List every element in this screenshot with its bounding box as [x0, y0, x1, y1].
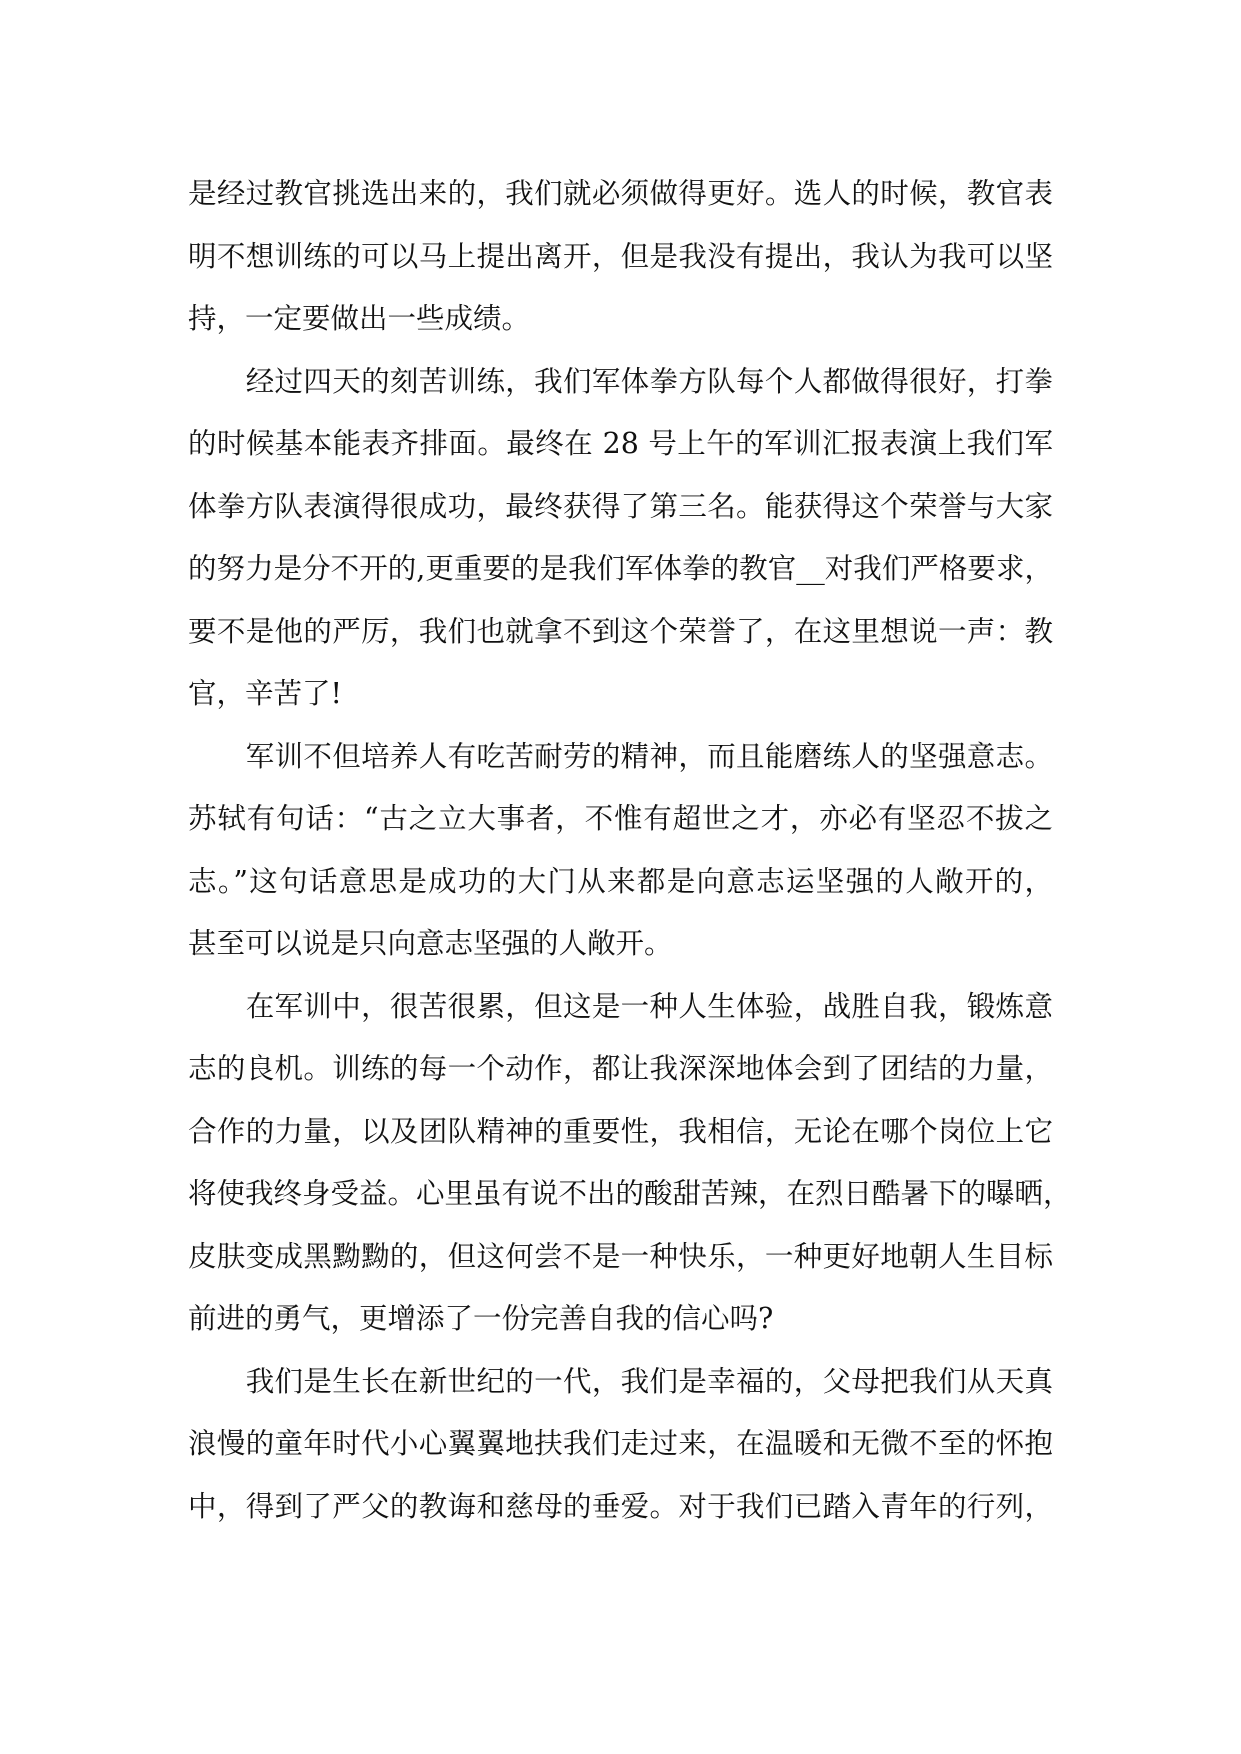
- text-line: 要不是他的严厉，我们也就拿不到这个荣誉了，在这里想说一声：教: [188, 614, 1053, 648]
- text-line: 持，一定要做出一些成绩。: [188, 302, 531, 335]
- text-line: 官，辛苦了!: [188, 677, 342, 710]
- text-line: 体拳方队表演得很成功，最终获得了第三名。能获得这个荣誉与大家: [188, 489, 1053, 523]
- text-line: 前进的勇气，更增添了一份完善自我的信心吗?: [188, 1302, 774, 1335]
- paragraph-4: [188, 976, 1072, 1351]
- paragraph-5: [188, 1351, 1053, 1539]
- text-line: 浪慢的童年时代小心翼翼地扶我们走过来，在温暖和无微不至的怀抱: [188, 1427, 1053, 1460]
- text-line: 志。”这句话意思是成功的大门从来都是向意志运坚强的人敞开的，: [188, 864, 1053, 898]
- text-line: 明不想训练的可以马上提出离开，但是我没有提出，我认为我可以坚: [188, 239, 1053, 273]
- text-line: 军训不但培养人有吃苦耐劳的精神，而且能磨练人的坚强意志。: [188, 739, 1053, 773]
- text-line: 志的良机。训练的每一个动作，都让我深深地体会到了团结的力量，: [188, 1052, 1053, 1085]
- text-line: 甚至可以说是只向意志坚强的人敞开。: [188, 927, 673, 960]
- text-line: 经过四天的刻苦训练，我们军体拳方队每个人都做得很好，打拳: [188, 364, 1053, 398]
- text-line: 的努力是分不开的,更重要的是我们军体拳的教官__对我们严格要求，: [188, 552, 1053, 585]
- text-line: 是经过教官挑选出来的，我们就必须做得更好。选人的时候，教官表: [188, 177, 1053, 210]
- text-line: 的时候基本能表齐排面。最终在 28 号上午的军训汇报表演上我们军: [188, 427, 1053, 460]
- text-line: 皮肤变成黑黝黝的，但这何尝不是一种快乐，一种更好地朝人生目标: [188, 1239, 1053, 1273]
- text-line: 中，得到了严父的教诲和慈母的垂爱。对于我们已踏入青年的行列，: [188, 1489, 1053, 1523]
- text-line: 在军训中，很苦很累，但这是一种人生体验，战胜自我，锻炼意: [188, 989, 1053, 1023]
- text-line: 将使我终身受益。心里虽有说不出的酸甜苦辣，在烈日酷暑下的曝晒，: [188, 1177, 1072, 1210]
- text-line: 苏轼有句话：“古之立大事者，不惟有超世之才，亦必有坚忍不拔之: [188, 802, 1053, 835]
- paragraph-2: [188, 351, 1053, 726]
- paragraph-1: [188, 163, 1053, 351]
- document-body: [188, 163, 1072, 1538]
- paragraph-3: [188, 726, 1053, 976]
- text-line: 我们是生长在新世纪的一代，我们是幸福的，父母把我们从天真: [188, 1364, 1053, 1398]
- text-line: 合作的力量，以及团队精神的重要性，我相信，无论在哪个岗位上它: [188, 1114, 1053, 1148]
